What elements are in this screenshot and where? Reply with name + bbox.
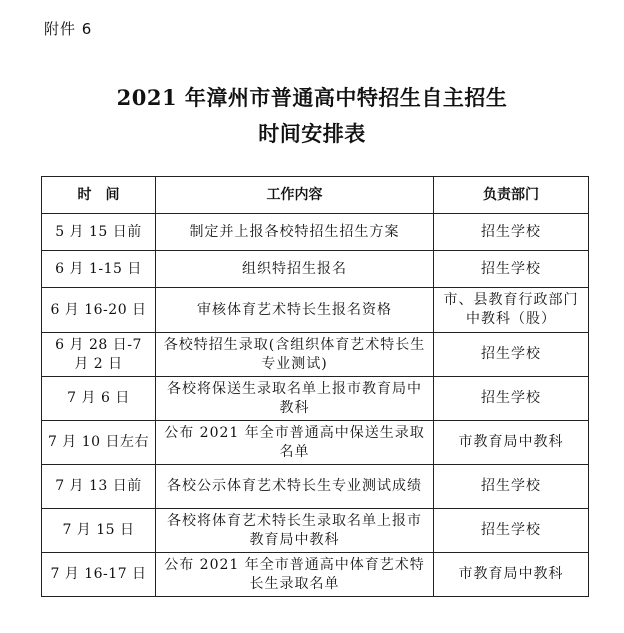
header-work: 工作内容: [156, 177, 434, 214]
cell-time: 5 月 15 日前: [42, 214, 156, 251]
cell-dept: 招生学校: [434, 251, 589, 288]
schedule-table: [41, 176, 589, 597]
table-header-row: [42, 177, 589, 214]
cell-time: 7 月 13 日前: [42, 465, 156, 509]
cell-work: 各校将体育艺术特长生录取名单上报市教育局中教科: [156, 509, 434, 553]
table-row: [42, 288, 589, 333]
table-row: [42, 251, 589, 288]
header-dept: 负责部门: [434, 177, 589, 214]
cell-time: 7 月 16-17 日: [42, 553, 156, 597]
cell-work: 公布 2021 年全市普通高中体育艺术特长生录取名单: [156, 553, 434, 597]
cell-time: 7 月 6 日: [42, 377, 156, 421]
cell-work: 组织特招生报名: [156, 251, 434, 288]
table-row: [42, 509, 589, 553]
cell-dept: 招生学校: [434, 333, 589, 377]
cell-time: 7 月 15 日: [42, 509, 156, 553]
cell-dept: 招生学校: [434, 465, 589, 509]
cell-time: 7 月 10 日左右: [42, 421, 156, 465]
table-row: [42, 421, 589, 465]
cell-dept: 招生学校: [434, 377, 589, 421]
cell-work: 各校将保送生录取名单上报市教育局中教科: [156, 377, 434, 421]
attachment-label: 附件 6: [44, 20, 93, 38]
table-row: [42, 465, 589, 509]
header-time: 时 间: [42, 177, 156, 214]
cell-time: 6 月 1-15 日: [42, 251, 156, 288]
cell-work: 各校公示体育艺术特长生专业测试成绩: [156, 465, 434, 509]
table-row: [42, 553, 589, 597]
cell-dept: 招生学校: [434, 509, 589, 553]
table-row: [42, 333, 589, 377]
cell-work: 审核体育艺术特长生报名资格: [156, 288, 434, 333]
cell-dept: 市、县教育行政部门中教科（股）: [434, 288, 589, 333]
table-row: [42, 377, 589, 421]
cell-work: 公布 2021 年全市普通高中保送生录取名单: [156, 421, 434, 465]
cell-dept: 招生学校: [434, 214, 589, 251]
page-title-line2: 时间安排表: [258, 121, 366, 146]
cell-time: 6 月 28 日-7 月 2 日: [42, 333, 156, 377]
table-row: [42, 214, 589, 251]
page-title-line1: 2021 年漳州市普通高中特招生自主招生: [116, 85, 508, 110]
cell-time: 6 月 16-20 日: [42, 288, 156, 333]
cell-work: 制定并上报各校特招生招生方案: [156, 214, 434, 251]
cell-work: 各校特招生录取(含组织体育艺术特长生专业测试): [156, 333, 434, 377]
cell-dept: 市教育局中教科: [434, 553, 589, 597]
cell-dept: 市教育局中教科: [434, 421, 589, 465]
